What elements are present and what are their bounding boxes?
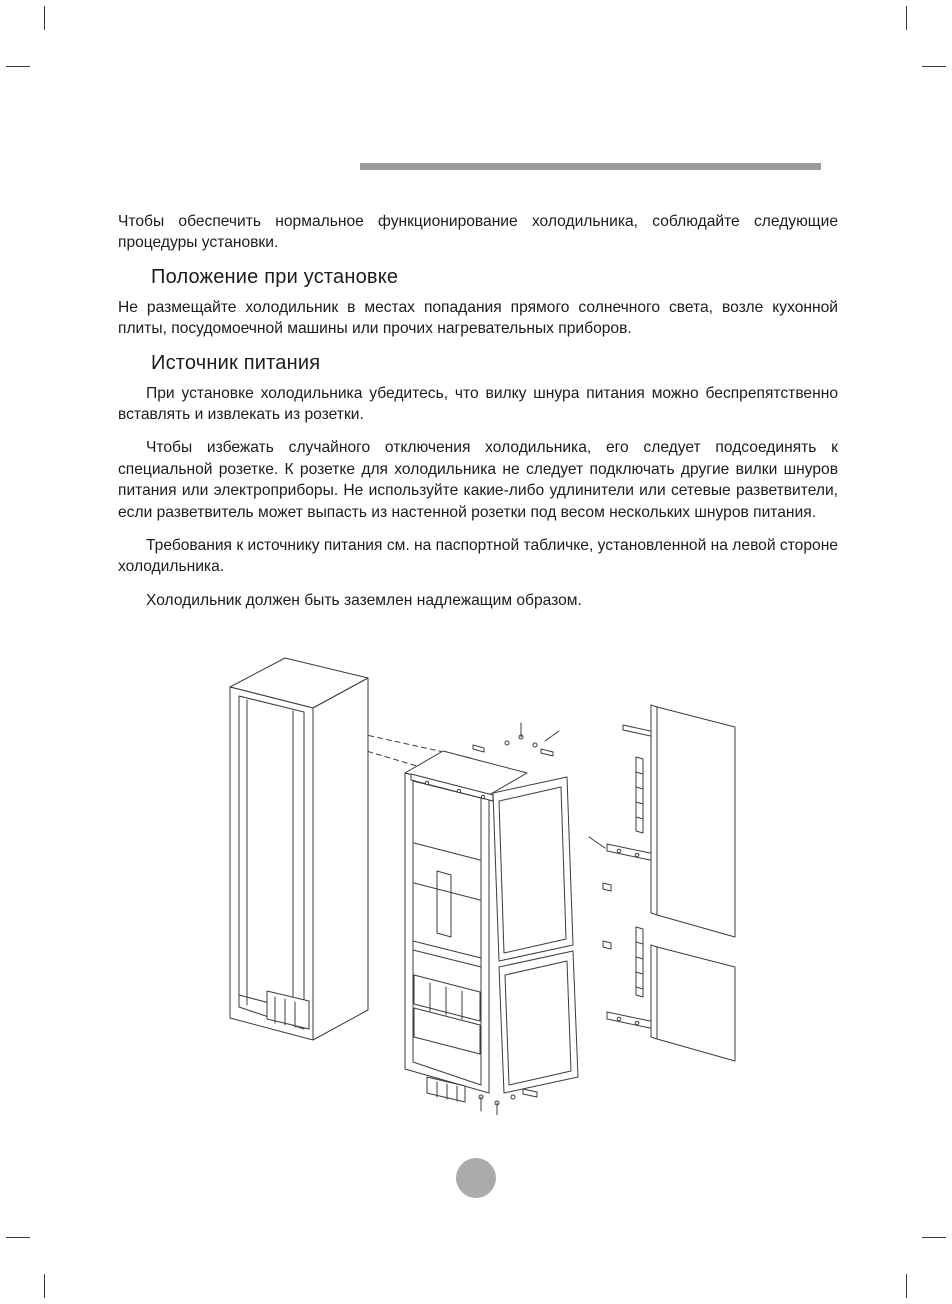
crop-mark-top-right-h [922,66,946,67]
power-paragraph-4: Холодильник должен быть заземлен надлежащим образом. [146,591,582,609]
section-heading-placement: Положение при установке [151,265,399,288]
power-paragraph-1: При установке холодильника убедитесь, что вилку шнура питания можно беспрепятственно вставлять и извлекать из розетки. [118,384,838,424]
installation-diagram [175,645,805,1115]
crop-mark-top-left-v [44,6,45,30]
crop-mark-bottom-right-v [906,1274,907,1298]
crop-mark-bottom-left-h [6,1237,30,1238]
installation-figure [175,645,805,1115]
power-paragraph-3: Требования к источнику питания см. на паспортной табличке, установленной на левой стороне холодильника. [118,537,838,576]
crop-mark-top-left-h [6,66,30,67]
page-number-marker [456,1158,496,1198]
crop-mark-bottom-left-v [44,1274,45,1298]
section-heading-power: Источник питания [151,351,321,374]
crop-mark-top-right-v [906,6,907,30]
hinge-hardware-top-drawing [473,723,559,756]
crop-mark-bottom-right-h [922,1237,946,1238]
text-column [118,211,838,623]
door-panels-drawing [651,705,735,1061]
housing-cabinet-drawing [230,658,368,1040]
intro-paragraph: Чтобы обеспечить нормальное функционирование холодильника, соблюдайте следующие процедуры установки. [118,213,838,252]
header-rule [360,163,821,170]
power-paragraph-2: Чтобы избежать случайного отключения холодильника, его следует подсоединять к специальной розетке. К розетке для холодильника не следует подключать другие вилки шнуров питания или электроприборы. Не используйте какие-либо удлинители или сетевые разветвители, если разветвитель может выпасть из настенной розетки под весом нескольких шнуров питания. [118,439,838,521]
placement-paragraph: Не размещайте холодильник в местах попадания прямого солнечного света, возле кухонной плиты, посудомоечной машины или прочих нагревательных приборов. [118,298,838,338]
refrigerator-doors-drawing [493,777,578,1093]
